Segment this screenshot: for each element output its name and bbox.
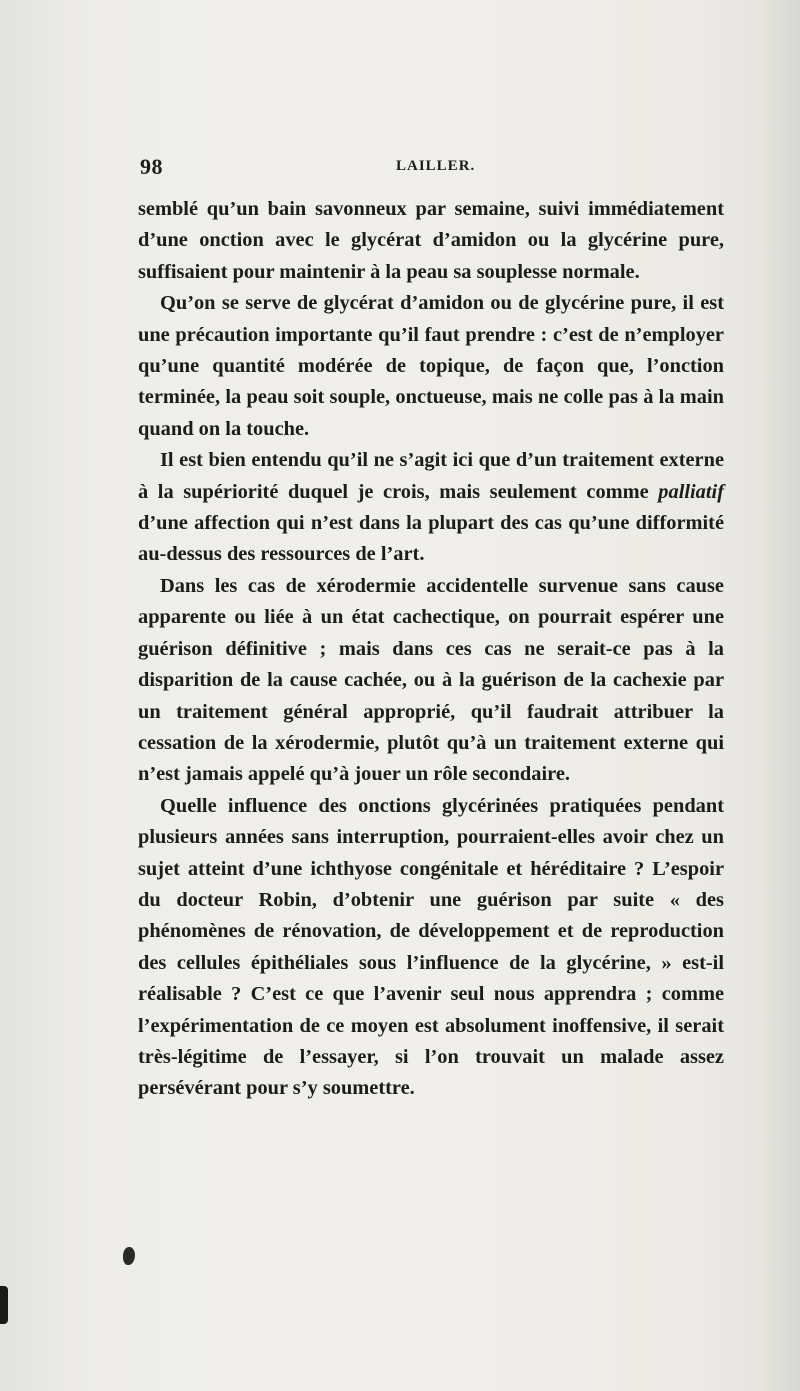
page-header xyxy=(140,154,664,188)
paragraph-3 xyxy=(138,445,724,571)
page-edge-mark xyxy=(0,1286,8,1324)
running-head: LAILLER. xyxy=(396,158,476,174)
paragraph-3-start: Il est bien entendu qu’il ne s’agit ici que d’un traitement externe à la supériorité duquel je crois, mais seulement comme xyxy=(138,449,724,503)
paragraph-3-italic-term: palliatif xyxy=(658,480,724,503)
page-number: 98 xyxy=(140,154,163,179)
paragraph-2: Qu’on se serve de glycérat d’amidon ou de glycérine pure, il est une précaution importante qu’il faut prendre : c’est de n’employer qu’une quantité modérée de topique, de façon que, l’onction terminée, la peau soit souple, onctueuse, mais ne colle pas à la main quand on la touche. xyxy=(138,292,724,440)
page-gutter-shadow xyxy=(760,0,800,1391)
body-text xyxy=(138,194,724,1105)
paragraph-5: Quelle influence des onctions glycérinées pratiquées pendant plusieurs années sans interruption, pourraient-elles avoir chez un sujet atteint d’une ichthyose congénitale et héréditaire ? L’espoir du docteur Robin, d’obtenir une guérison par suite « des phénomènes de rénovation, de développement et de reproduction des cellules épithéliales sous l’influence de la glycérine, » est-il réalisable ? C’est ce que l’avenir seul nous apprendra ; comme l’expérimentation de ce moyen est absolument inoffensive, il serait très-légitime de l’essayer, si l’on trouvait un malade assez persévérant pour s’y soumettre. xyxy=(138,794,724,1100)
paragraph-4: Dans les cas de xérodermie accidentelle survenue sans cause apparente ou liée à un état cachectique, on pourrait espérer une guérison définitive ; mais dans ces cas ne serait-ce pas à la disparition de la cause cachée, ou à la guérison de la cachexie par un traitement général approprié, qu’il faudrait attribuer la cessation de la xérodermie, plutôt qu’à un traitement externe qui n’est jamais appelé qu’à jouer un rôle secondaire. xyxy=(138,574,724,786)
ink-blot xyxy=(123,1247,135,1265)
paragraph-1: semblé qu’un bain savonneux par semaine, suivi immédiatement d’une onction avec le glycérat d’amidon ou la glycérine pure, suffisaient pour maintenir à la peau sa souplesse normale. xyxy=(138,198,724,283)
paragraph-3-end: d’une affection qui n’est dans la plupart des cas qu’une difformité au-dessus des ressources de l’art. xyxy=(138,512,724,566)
